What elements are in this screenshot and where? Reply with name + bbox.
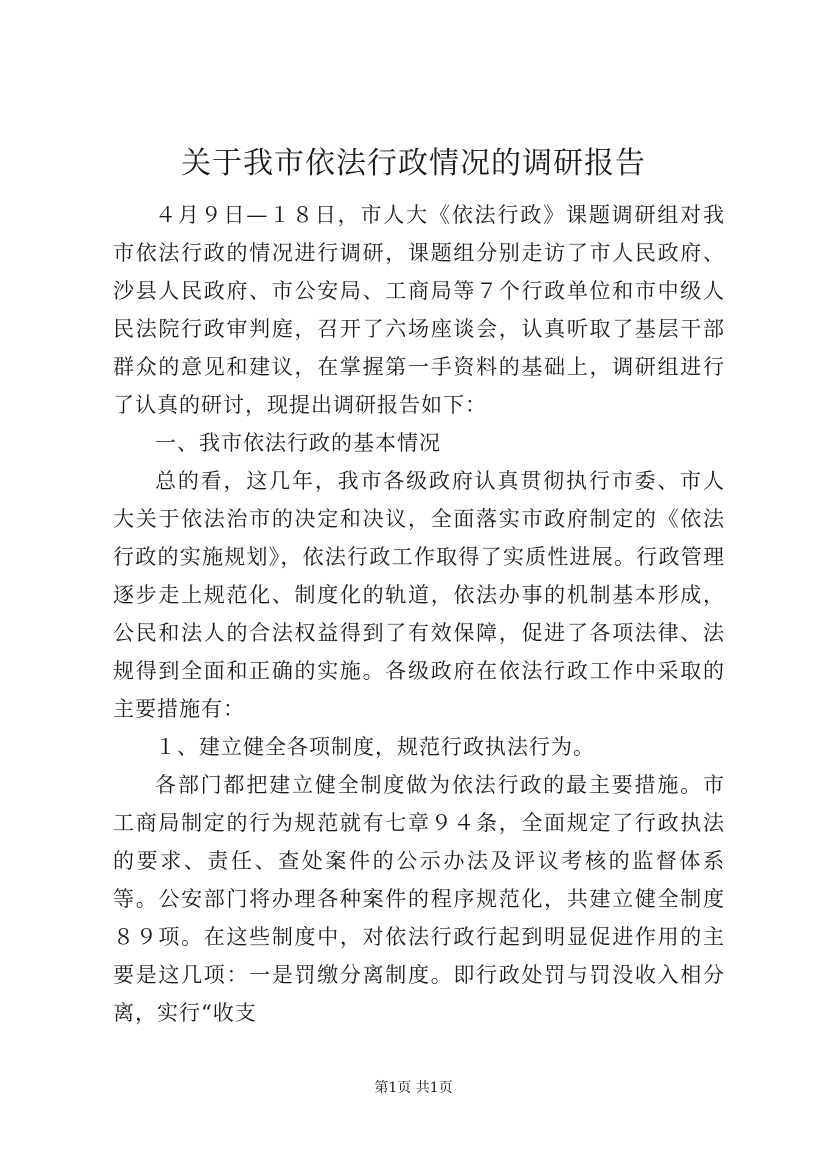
paragraph-measures: 各部门都把建立健全制度做为依法行政的最主要措施。市工商局制定的行为规范就有七章９４条，全面规定了行政执法的要求、责任、查处案件的公示办法及评议考核的监督体系等。公安部门将办理各种案件的程序规范化，共建立健全制度８９项。在这些制度中，对依法行政行起到明显促进作用的主要是这几项：一是罚缴分离制度。即行政处罚与罚没收入相分离，实行“收支 <box>113 773 725 1025</box>
paragraph-intro: ４月９日—１８日，市人大《依法行政》课题调研组对我市依法行政的情况进行调研，课题组分别走访了市人民政府、沙县人民政府、市公安局、工商局等７个行政单位和市中级人民法院行政审判庭，召开了六场座谈会，认真听取了基层干部群众的意见和建议，在掌握第一手资料的基础上，调研组进行了认真的研讨，现提出调研报告如下： <box>113 203 725 417</box>
page-footer: 第1页 共1页 <box>374 1080 453 1096</box>
subsection-heading-1: １、建立健全各项制度，规范行政执法行为。 <box>155 735 595 759</box>
section-heading-1: 一、我市依法行政的基本情况 <box>155 431 441 455</box>
document-title: 关于我市依法行政情况的调研报告 <box>181 146 646 181</box>
document-body <box>113 196 725 1032</box>
paragraph-overview: 总的看，这几年，我市各级政府认真贯彻执行市委、市人大关于依法治市的决定和决议，全面落实市政府制定的《依法行政的实施规划》，依法行政工作取得了实质性进展。行政管理逐步走上规范化、制度化的轨道，依法办事的机制基本形成，公民和法人的合法权益得到了有效保障，促进了各项法律、法规得到全面和正确的实施。各级政府在依法行政工作中采取的主要措施有： <box>113 469 725 721</box>
